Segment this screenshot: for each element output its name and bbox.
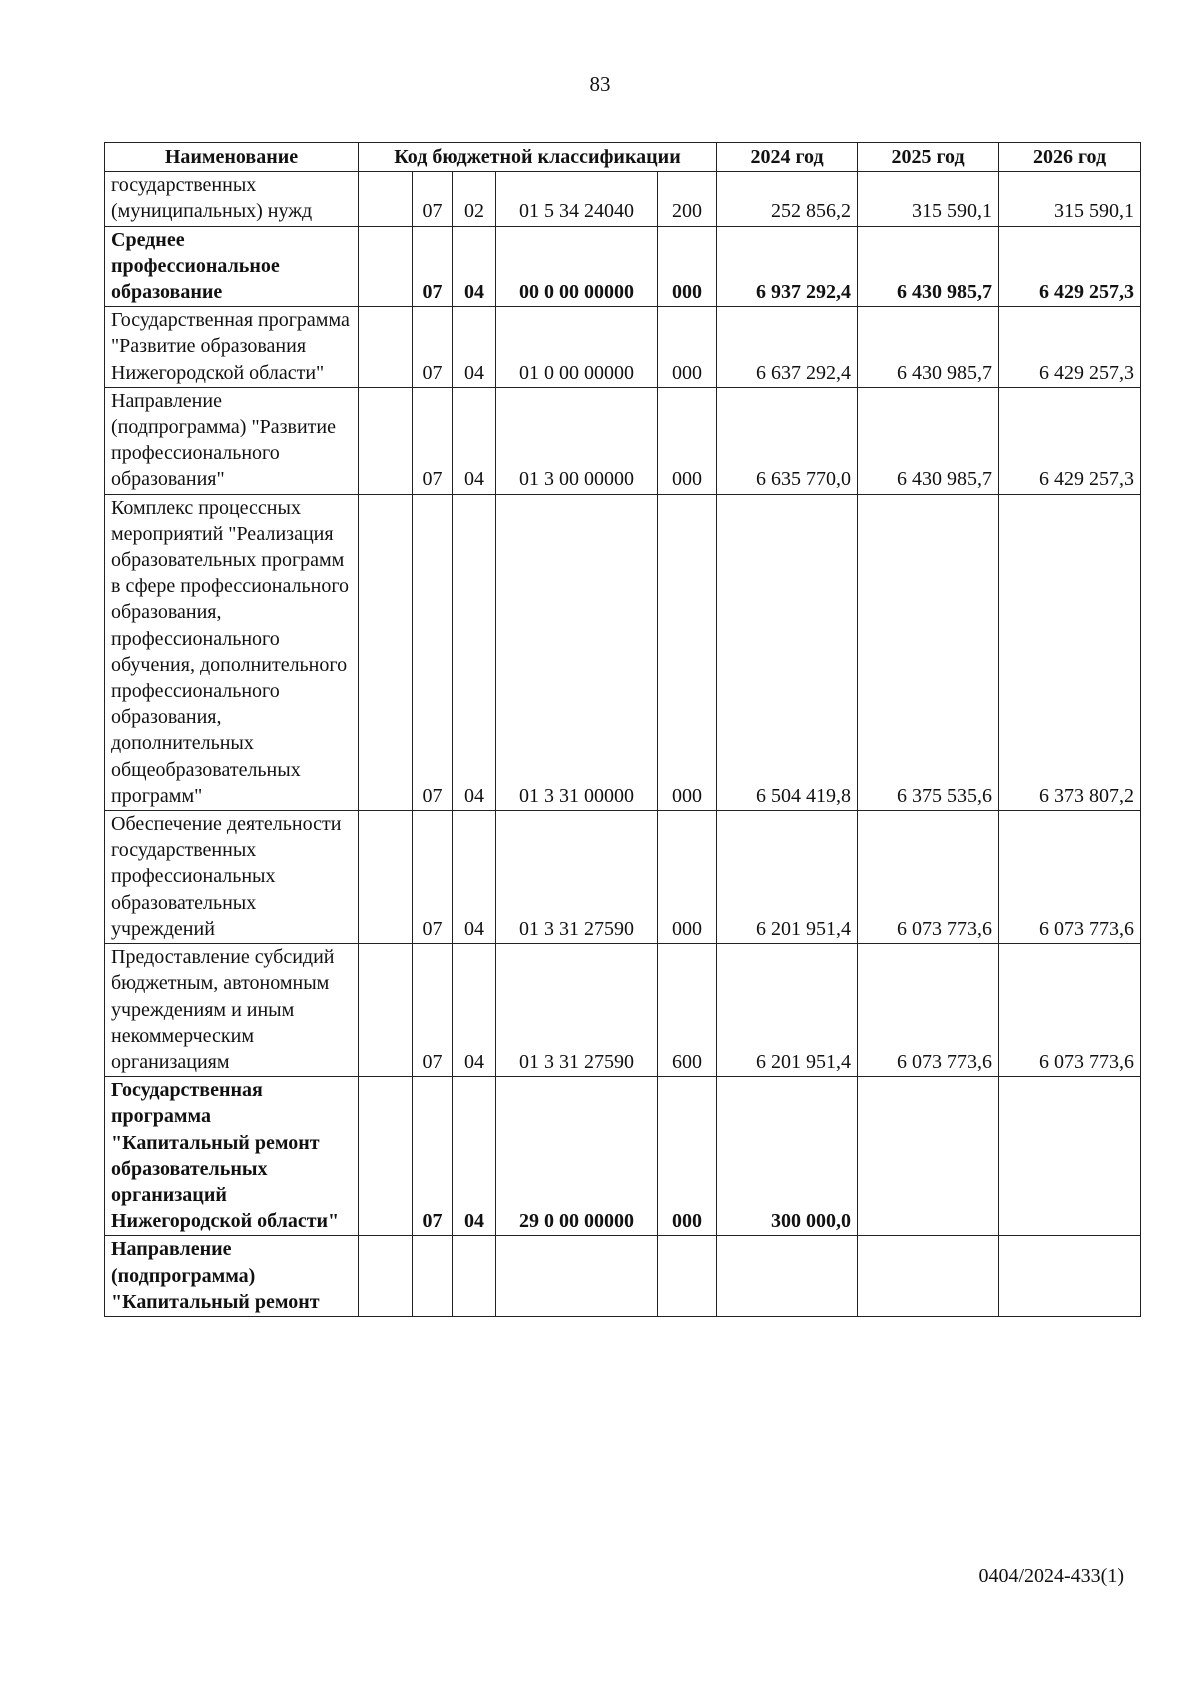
empty-cell [359,307,413,388]
subsection-code [453,1236,496,1317]
amount-2026: 6 373 807,2 [999,494,1141,810]
table-row [105,387,1141,494]
amount-2024: 6 504 419,8 [717,494,858,810]
budget-table [104,142,1141,1317]
empty-cell [359,226,413,307]
empty-cell [359,172,413,226]
row-name: Обеспечение деятельности государственных профессиональных образовательных учреждений [105,811,359,944]
amount-2024: 6 635 770,0 [717,387,858,494]
amount-2025: 6 430 985,7 [858,307,999,388]
amount-2025: 6 375 535,6 [858,494,999,810]
expense-type-code: 200 [658,172,717,226]
table-row [105,944,1141,1077]
amount-2025: 6 430 985,7 [858,226,999,307]
section-code [413,1236,453,1317]
document-code: 0404/2024-433(1) [978,1565,1124,1587]
subsection-code: 02 [453,172,496,226]
amount-2026 [999,1077,1141,1236]
amount-2024 [717,1236,858,1317]
section-code: 07 [413,1077,453,1236]
row-name: Государственная программа "Развитие образования Нижегородской области" [105,307,359,388]
expense-type-code: 000 [658,226,717,307]
row-name: Среднее профессиональное образование [105,226,359,307]
amount-2026: 315 590,1 [999,172,1141,226]
target-article-code: 01 3 31 27590 [496,811,658,944]
empty-cell [359,944,413,1077]
expense-type-code: 000 [658,494,717,810]
target-article-code: 01 5 34 24040 [496,172,658,226]
subsection-code: 04 [453,226,496,307]
row-name: Государственная программа "Капитальный ремонт образовательных организаций Нижегородской области" [105,1077,359,1236]
empty-cell [359,811,413,944]
amount-2024: 6 201 951,4 [717,811,858,944]
amount-2026: 6 073 773,6 [999,811,1141,944]
expense-type-code: 000 [658,307,717,388]
section-code: 07 [413,172,453,226]
subsection-code: 04 [453,811,496,944]
amount-2024: 6 201 951,4 [717,944,858,1077]
subsection-code: 04 [453,387,496,494]
row-name: Предоставление субсидий бюджетным, автономным учреждениям и иным некоммерческим организациям [105,944,359,1077]
empty-cell [359,387,413,494]
target-article-code: 00 0 00 00000 [496,226,658,307]
target-article-code: 01 3 31 27590 [496,944,658,1077]
expense-type-code: 600 [658,944,717,1077]
row-name: Направление (подпрограмма) "Развитие профессионального образования" [105,387,359,494]
amount-2026: 6 429 257,3 [999,226,1141,307]
table-header-row [105,143,1141,172]
amount-2025: 315 590,1 [858,172,999,226]
amount-2025 [858,1077,999,1236]
amount-2025: 6 073 773,6 [858,944,999,1077]
section-code: 07 [413,944,453,1077]
header-2026: 2026 год [999,143,1141,172]
expense-type-code: 000 [658,1077,717,1236]
amount-2026: 6 073 773,6 [999,944,1141,1077]
section-code: 07 [413,387,453,494]
empty-cell [359,1236,413,1317]
target-article-code: 01 0 00 00000 [496,307,658,388]
empty-cell [359,494,413,810]
expense-type-code: 000 [658,387,717,494]
table-row [105,307,1141,388]
target-article-code: 01 3 00 00000 [496,387,658,494]
header-2025: 2025 год [858,143,999,172]
table-row [105,226,1141,307]
page-number: 83 [589,72,611,96]
empty-cell [359,1077,413,1236]
table-row [105,1236,1141,1317]
amount-2024: 252 856,2 [717,172,858,226]
expense-type-code [658,1236,717,1317]
amount-2026 [999,1236,1141,1317]
amount-2024: 6 637 292,4 [717,307,858,388]
expense-type-code: 000 [658,811,717,944]
target-article-code [496,1236,658,1317]
section-code: 07 [413,811,453,944]
amount-2025: 6 430 985,7 [858,387,999,494]
amount-2024: 6 937 292,4 [717,226,858,307]
header-2024: 2024 год [717,143,858,172]
amount-2025 [858,1236,999,1317]
target-article-code: 01 3 31 00000 [496,494,658,810]
amount-2026: 6 429 257,3 [999,387,1141,494]
section-code: 07 [413,494,453,810]
section-code: 07 [413,226,453,307]
subsection-code: 04 [453,307,496,388]
subsection-code: 04 [453,494,496,810]
table-row [105,811,1141,944]
header-name: Наименование [105,143,359,172]
amount-2024: 300 000,0 [717,1077,858,1236]
row-name: государственных (муниципальных) нужд [105,172,359,226]
header-code: Код бюджетной классификации [359,143,717,172]
row-name: Направление (подпрограмма) "Капитальный ремонт [105,1236,359,1317]
table-row [105,172,1141,226]
table-row [105,494,1141,810]
target-article-code: 29 0 00 00000 [496,1077,658,1236]
amount-2026: 6 429 257,3 [999,307,1141,388]
subsection-code: 04 [453,1077,496,1236]
row-name: Комплекс процессных мероприятий "Реализация образовательных программ в сфере профессионального образования, профессионального обучения, дополнительного профессионального образования, дополнительных общеобразовательных программ" [105,494,359,810]
amount-2025: 6 073 773,6 [858,811,999,944]
table-row [105,1077,1141,1236]
subsection-code: 04 [453,944,496,1077]
section-code: 07 [413,307,453,388]
